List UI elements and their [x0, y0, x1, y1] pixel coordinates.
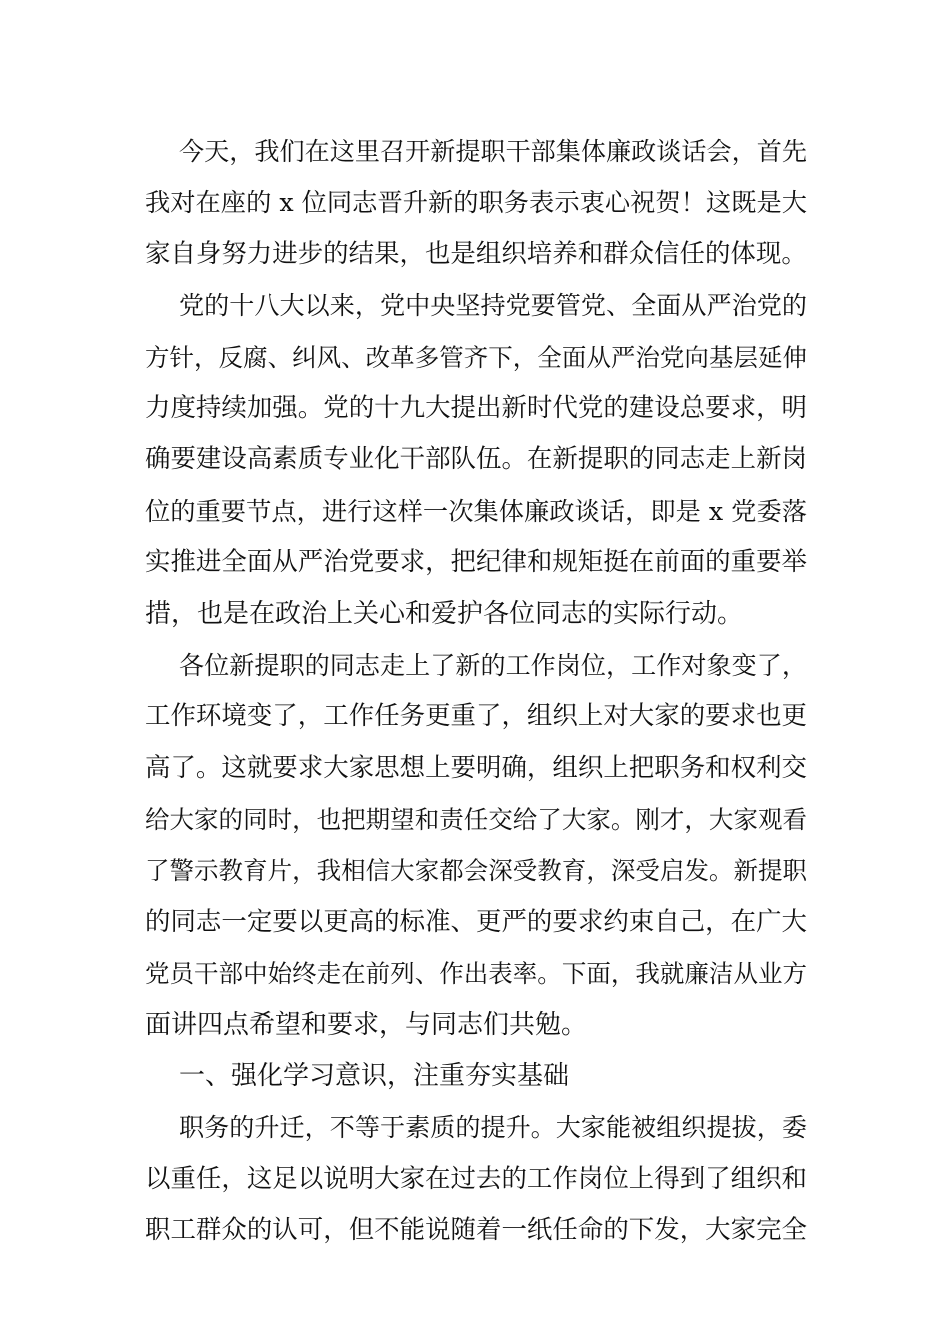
text-line: 工作环境变了，工作任务更重了，组织上对大家的要求也更: [145, 701, 807, 732]
text-line: 以重任，这足以说明大家在过去的工作岗位上得到了组织和: [145, 1163, 807, 1194]
text-line: 党员干部中始终走在前列、作出表率。下面，我就廉洁从业方: [145, 959, 807, 989]
section-heading: 一、强化学习意识，注重夯实基础: [179, 1061, 570, 1092]
text-line: 职工群众的认可，但不能说随着一纸任命的下发，大家完全: [145, 1215, 807, 1246]
text-line: 今天，我们在这里召开新提职干部集体廉政谈话会，首先: [179, 137, 807, 166]
document-body: [145, 126, 807, 1257]
text-line: 位的重要节点，进行这样一次集体廉政谈话，即是 x 党委落: [145, 496, 807, 526]
text-line: 家自身努力进步的结果，也是组织培养和群众信任的体现。: [145, 238, 807, 269]
text-line: 给大家的同时，也把期望和责任交给了大家。刚才，大家观看: [145, 805, 807, 835]
text-line: 力度持续加强。党的十九大提出新时代党的建设总要求，明: [145, 392, 807, 423]
text-line: 高了。这就要求大家思想上要明确，组织上把职务和权利交: [145, 752, 807, 783]
text-line: 面讲四点希望和要求，与同志们共勉。: [145, 1009, 588, 1040]
text-line: 党的十八大以来，党中央坚持党要管党、全面从严治党的: [179, 291, 807, 321]
text-line: 实推进全面从严治党要求，把纪律和规矩挺在前面的重要举: [145, 547, 807, 578]
text-line: 方针，反腐、纠风、改革多管齐下，全面从严治党向基层延伸: [145, 342, 807, 372]
text-line: 我对在座的 x 位同志晋升新的职务表示衷心祝贺！这既是大: [145, 188, 807, 218]
text-line: 了警示教育片，我相信大家都会深受教育，深受启发。新提职: [145, 856, 807, 886]
text-line: 措，也是在政治上关心和爱护各位同志的实际行动。: [145, 598, 744, 629]
text-line: 确要建设高素质专业化干部队伍。在新提职的同志走上新岗: [145, 444, 807, 475]
text-line: 职务的升迁，不等于素质的提升。大家能被组织提拔，委: [179, 1113, 807, 1143]
text-line: 的同志一定要以更高的标准、更严的要求约束自己，在广大: [145, 906, 807, 937]
text-line: 各位新提职的同志走上了新的工作岗位，工作对象变了，: [179, 650, 807, 680]
